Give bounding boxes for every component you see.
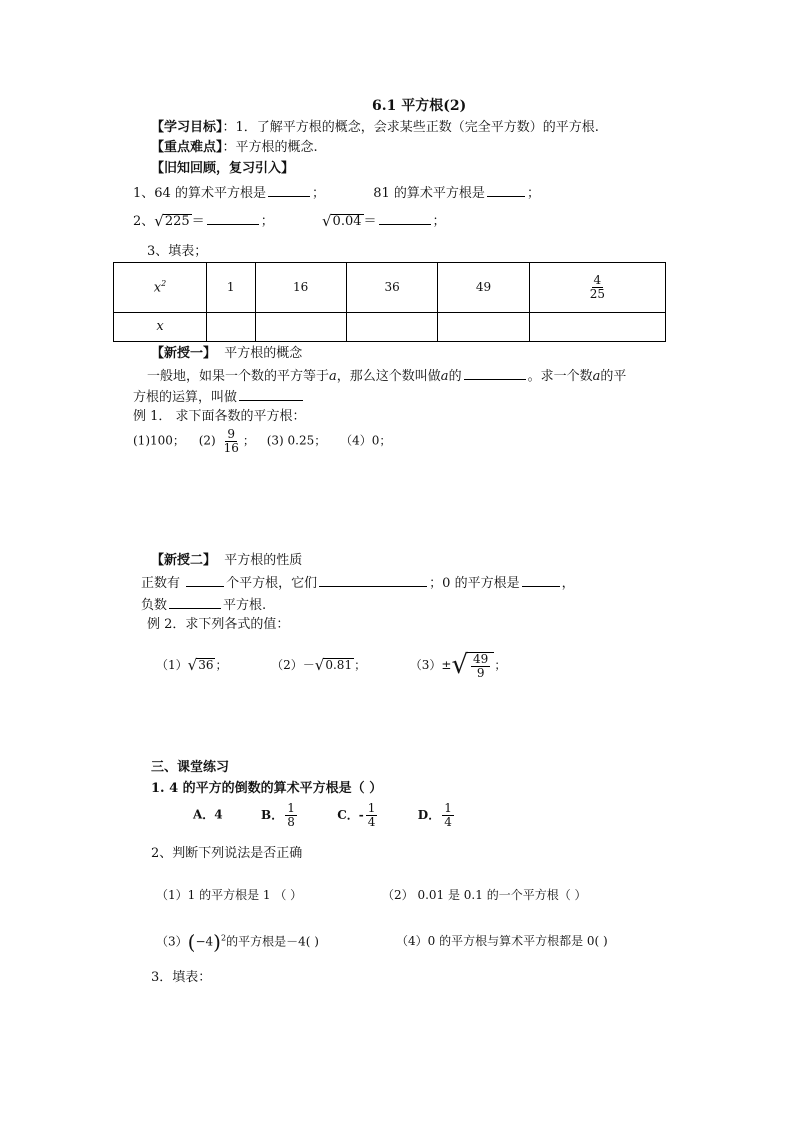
lesson1-paragraph-line1: 一般地，如果一个数的平方等于a，那么这个数叫做a的 。求一个数a的平: [147, 369, 627, 384]
review-q2-prefix: 2、: [133, 214, 155, 229]
lesson1-label: 【新授一】: [151, 346, 217, 361]
practice-q1-options: [193, 802, 456, 828]
answer-cell[interactable]: [438, 312, 529, 341]
review-q2: [133, 212, 446, 230]
radicand: 0.04: [332, 213, 362, 229]
sqrt-expression: √ 0.81: [314, 656, 353, 675]
practice-q3: 3．填表：: [151, 970, 212, 985]
table-row: [114, 312, 666, 341]
example1-items: (1)100； (2) $\frac{9}{16}$ ； (3) 0.25； （4）0；: [133, 427, 392, 455]
example1-item1: (1)100；: [133, 433, 185, 448]
radicand: 225: [164, 213, 190, 229]
review-q1a: 1、64 的算术平方根是: [133, 186, 266, 201]
answer-cell[interactable]: [346, 312, 437, 341]
answer-cell[interactable]: [529, 312, 665, 341]
answer-blank[interactable]: [319, 574, 427, 587]
objectives-text: ：1．了解平方根的概念，会求某些正数（完全平方数）的平方根.: [222, 120, 599, 135]
answer-blank[interactable]: [379, 212, 431, 225]
lesson2-paragraph-line2: 负数 平方根.: [141, 598, 267, 613]
learning-objectives: [151, 120, 599, 136]
fraction: $\frac{9}{16}$: [223, 427, 239, 455]
lesson2-heading: [151, 553, 302, 569]
lesson2-paragraph-line1: 正数有 个平方根，它们 ；0 的平方根是 ，: [141, 576, 575, 591]
answer-blank[interactable]: [487, 184, 525, 197]
answer-blank[interactable]: [186, 574, 224, 587]
table-row: [114, 263, 666, 313]
semicolon: ；: [432, 214, 446, 229]
review-q1: [133, 184, 540, 202]
answer-blank[interactable]: [207, 212, 259, 225]
option-a[interactable]: A．4: [193, 807, 223, 822]
practice-q2-1: （1）1 的平方根是 1 （ ）: [156, 888, 303, 902]
review-header: 【旧知回顾，复习引入】: [151, 161, 295, 176]
practice-q2: 2、判断下列说法是否正确: [151, 846, 303, 861]
key-points-label: 【重点难点】: [151, 140, 223, 155]
semicolon: ；: [260, 214, 274, 229]
semicolon: ；: [311, 186, 325, 201]
option-d[interactable]: D． $\frac{1}{4}$: [417, 801, 452, 829]
answer-blank[interactable]: [522, 574, 560, 587]
table-cell: 49: [438, 263, 529, 313]
answer-cell[interactable]: [207, 312, 256, 341]
sqrt-expression: √ 225: [154, 211, 190, 230]
page-title: 6.1 平方根(2): [372, 98, 467, 114]
example2-title: 例 2．求下列各式的值：: [147, 617, 290, 632]
practice-q2-3: $(3)(-4)^2$的平方根是－4( ): [156, 930, 319, 954]
key-points-text: ：平方根的概念.: [222, 140, 318, 155]
review-q1b: 81 的算术平方根是: [373, 186, 485, 201]
answer-blank[interactable]: [464, 367, 526, 380]
practice-header: 三、课堂练习: [151, 760, 230, 775]
sqrt-fraction: √ $\frac{49}{9}$: [451, 652, 494, 679]
practice-q2-2: （2） 0.01 是 0.1 的一个平方根（ ）: [382, 888, 587, 902]
answer-cell[interactable]: [255, 312, 346, 341]
equals-sign: ＝: [191, 214, 205, 229]
lesson1-title: 平方根的概念: [224, 346, 303, 361]
equals-sign: ＝: [363, 214, 377, 229]
semicolon: ；: [526, 186, 540, 201]
answer-blank[interactable]: [169, 596, 221, 609]
practice-q1: 1. 4 的平方的倒数的算术平方根是（ ）: [151, 781, 383, 796]
lesson2-label: 【新授二】: [151, 553, 217, 568]
example1-title: 例 1． 求下面各数的平方根：: [133, 409, 306, 424]
option-b[interactable]: B． $\frac{1}{8}$: [261, 801, 295, 829]
example1-item2-label: (2): [198, 433, 216, 448]
table-header-x: x: [114, 312, 207, 341]
lesson1-paragraph-line2: 方根的运算，叫做: [133, 388, 305, 406]
table-cell: 16: [255, 263, 346, 313]
fill-table: [113, 262, 666, 342]
review-q3: 3、填表；: [147, 244, 208, 259]
option-c[interactable]: C．- $\frac{1}{4}$: [337, 801, 376, 829]
practice-q2-4: （4）0 的平方根与算术平方根都是 0( ): [396, 934, 608, 948]
key-points: [151, 140, 318, 156]
table-header-x-squared: $x^2$: [114, 263, 207, 313]
table-cell: 1: [207, 263, 256, 313]
lesson1-heading: [151, 346, 302, 362]
table-cell-fraction: $\frac{4}{25}$: [529, 263, 665, 313]
objectives-label: 【学习目标】: [151, 120, 223, 135]
answer-blank[interactable]: [239, 388, 303, 401]
example1-item3: (3) 0.25；: [266, 433, 327, 448]
table-cell: 36: [346, 263, 437, 313]
example2-items: （1） √ 36 ； （2）－ √ 0.81 ； （3）± √ $\frac{49}{9}$ ；: [156, 650, 507, 680]
sqrt-expression: √ 0.04: [321, 211, 362, 230]
example1-item4: （4）0；: [340, 433, 392, 448]
sqrt-expression: √ 36: [187, 656, 214, 675]
lesson2-title: 平方根的性质: [224, 553, 303, 568]
answer-blank[interactable]: [268, 184, 310, 197]
